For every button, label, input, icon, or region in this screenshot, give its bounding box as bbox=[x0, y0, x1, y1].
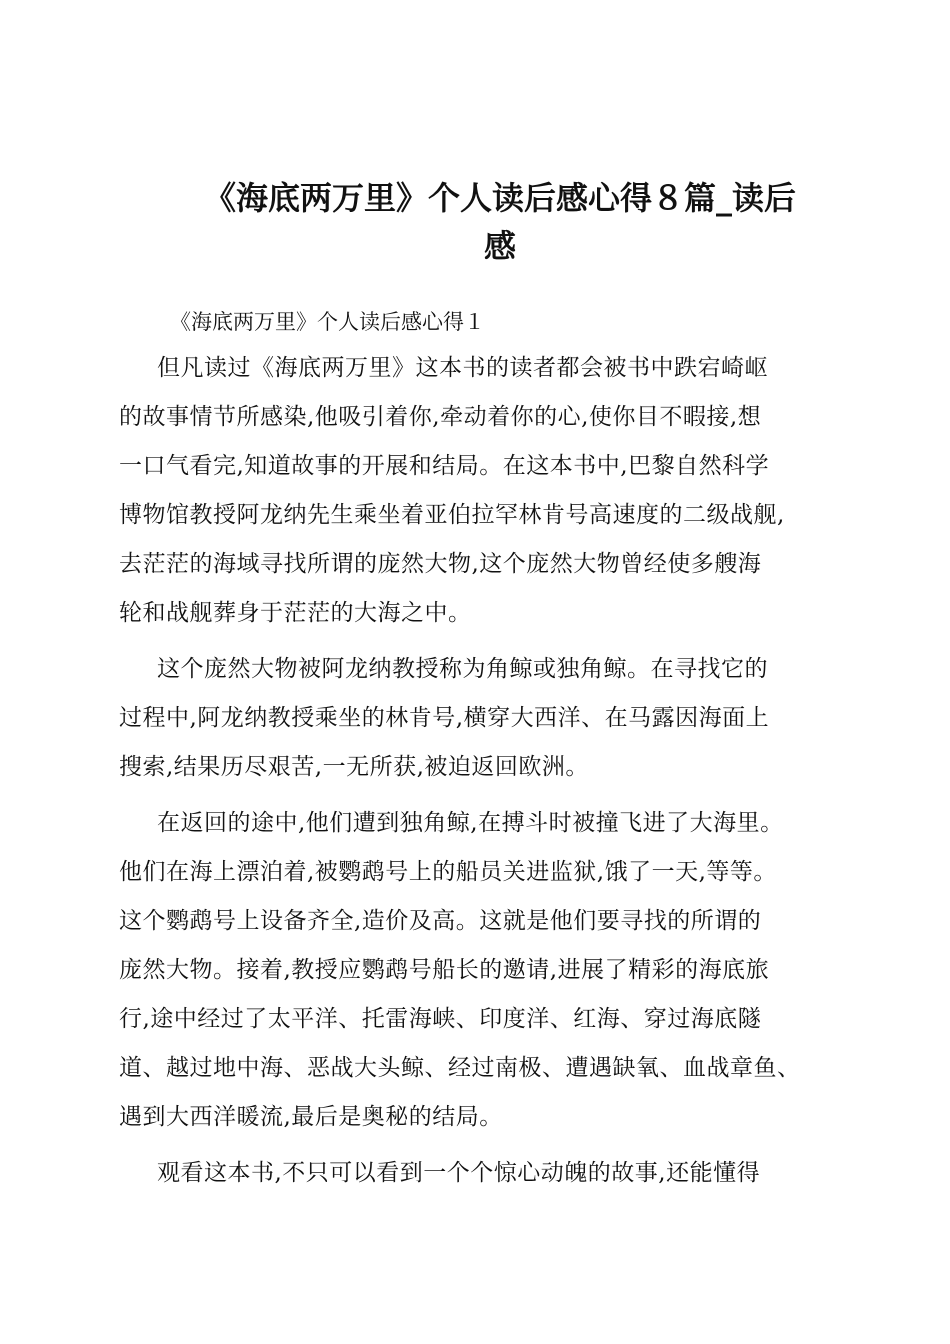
title-line: 《海底两万里》个人读后感心得８篇_读后 bbox=[203, 179, 796, 217]
document-body bbox=[119, 344, 849, 1205]
text-line: 但凡读过《海底两万里》这本书的读者都会被书中跌宕崎岖 bbox=[157, 355, 768, 381]
text-line: 遇到大西洋暖流,最后是奥秘的结局。 bbox=[119, 1104, 503, 1130]
text-line: 他们在海上漂泊着,被鹦鹉号上的船员关进监狱,饿了一天,等等。 bbox=[119, 859, 777, 885]
text-line: 博物馆教授阿龙纳先生乘坐着亚伯拉罕林肯号高速度的二级战舰, bbox=[119, 502, 785, 528]
section-heading: 《海底两万里》个人读后感心得１ bbox=[170, 310, 485, 334]
paragraph bbox=[119, 1149, 849, 1198]
text-line: 这个庞然大物被阿龙纳教授称为角鲸或独角鲸。在寻找它的 bbox=[157, 656, 768, 682]
paragraph bbox=[119, 344, 849, 638]
text-line: 搜索,结果历尽艰苦,一无所获,被迫返回欧洲。 bbox=[119, 754, 589, 780]
text-line: 的故事情节所感染,他吸引着你,牵动着你的心,使你目不暇接,想 bbox=[119, 404, 762, 430]
paragraph bbox=[119, 645, 849, 792]
text-line: 行,途中经过了太平洋、托雷海峡、印度洋、红海、穿过海底隧 bbox=[119, 1006, 762, 1032]
text-line: 这个鹦鹉号上设备齐全,造价及高。这就是他们要寻找的所谓的 bbox=[119, 908, 762, 934]
text-line: 轮和战舰葬身于茫茫的大海之中。 bbox=[119, 600, 472, 626]
text-line: 一口气看完,知道故事的开展和结局。在这本书中,巴黎自然科学 bbox=[119, 453, 770, 479]
text-line: 庞然大物。接着,教授应鹦鹉号船长的邀请,进展了精彩的海底旅 bbox=[119, 957, 770, 983]
text-line: 在返回的途中,他们遭到独角鲸,在搏斗时被撞飞进了大海里。 bbox=[157, 810, 784, 836]
text-line: 过程中,阿龙纳教授乘坐的林肯号,横穿大西洋、在马露因海面上 bbox=[119, 705, 770, 731]
text-line: 去茫茫的海域寻找所谓的庞然大物,这个庞然大物曾经使多艘海 bbox=[119, 551, 762, 577]
text-line: 观看这本书,不只可以看到一个个惊心动魄的故事,还能懂得 bbox=[157, 1160, 761, 1186]
paragraph bbox=[119, 799, 849, 1142]
text-line: 道、越过地中海、恶战大头鲸、经过南极、遭遇缺氧、血战章鱼、 bbox=[119, 1055, 801, 1081]
title-line: 感 bbox=[483, 227, 516, 265]
document-title bbox=[130, 174, 870, 270]
